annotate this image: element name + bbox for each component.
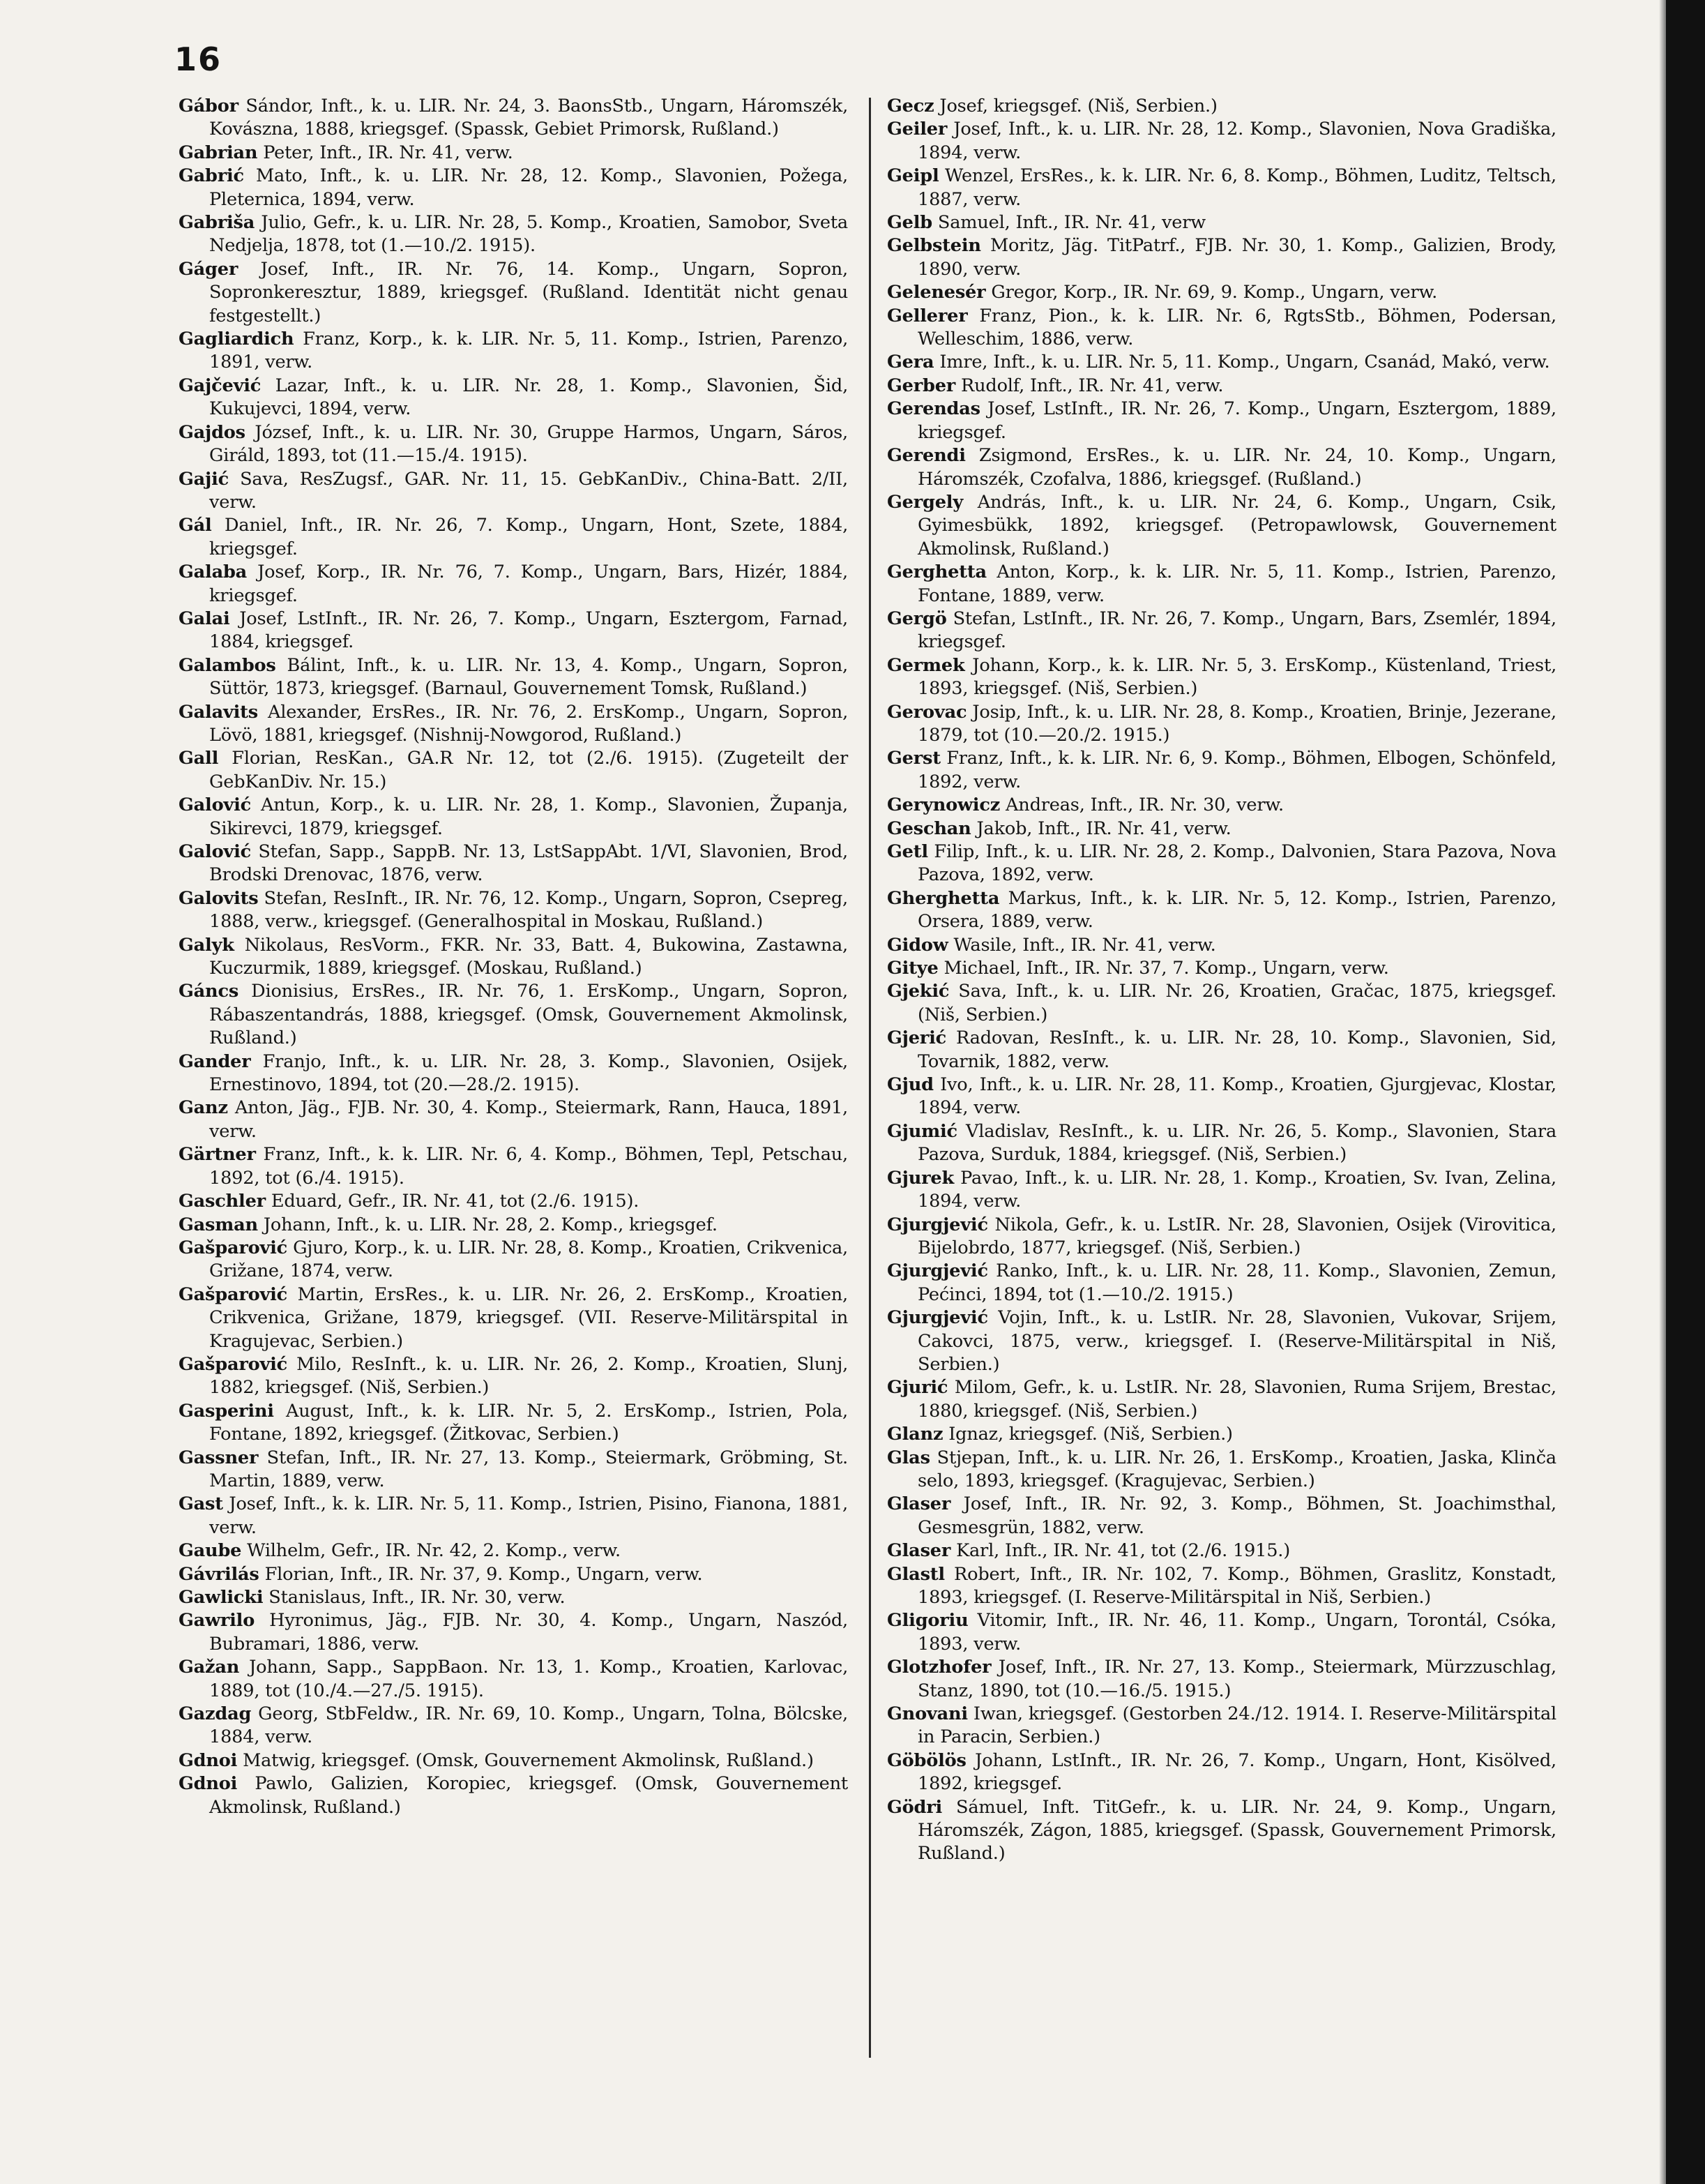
- register-entry: [179, 1353, 848, 1400]
- entry-details: Nikola, Gefr., k. u. LstIR. Nr. 28, Slavonien, Osijek (Virovitica, Bijelobrdo, 1877, kriegsgef. (Niš, Serbien.): [918, 1214, 1556, 1258]
- entry-details: Sámuel, Inft. TitGefr., k. u. LIR. Nr. 24, 9. Komp., Ungarn, Háromszék, Zágon, 1885, kriegsgef. (Spassk, Gouvernement Primorsk, Rußland.): [918, 1796, 1556, 1865]
- register-entry: [887, 1749, 1556, 1796]
- register-entry: [179, 1400, 848, 1447]
- register-entry: [887, 375, 1556, 398]
- register-entry: [179, 980, 848, 1050]
- entry-surname: Gáger: [179, 258, 238, 280]
- register-entry: [179, 1493, 848, 1539]
- register-entry: [887, 1214, 1556, 1260]
- register-entry: [887, 561, 1556, 608]
- entry-surname: Gast: [179, 1493, 223, 1515]
- entry-surname: Glaser: [887, 1540, 951, 1562]
- register-entry: [887, 1260, 1556, 1306]
- register-entry: [179, 794, 848, 841]
- entry-surname: Geiler: [887, 119, 948, 140]
- entry-details: Mato, Inft., k. u. LIR. Nr. 28, 12. Komp., Slavonien, Požega, Pleternica, 1894, verw.: [209, 165, 848, 210]
- entry-surname: Gerghetta: [887, 562, 987, 583]
- register-entry: [887, 234, 1556, 281]
- entry-details: Zsigmond, ErsRes., k. u. LIR. Nr. 24, 10. Komp., Ungarn, Háromszék, Czofalva, 1886, kriegsgef. (Rußland.): [918, 445, 1556, 490]
- entry-details: Samuel, Inft., IR. Nr. 41, verw: [932, 212, 1206, 234]
- register-entry: [887, 1074, 1556, 1120]
- column-divider: [869, 98, 871, 2058]
- entry-surname: Gjud: [887, 1074, 934, 1096]
- register-entry: [887, 980, 1556, 1027]
- entry-details: Stefan, Sapp., SappB. Nr. 13, LstSappAbt. 1/VI, Slavonien, Brod, Brodski Drenovac, 1876, verw.: [209, 841, 848, 886]
- entry-surname: Gelbstein: [887, 235, 981, 257]
- entry-details: Filip, Inft., k. u. LIR. Nr. 28, 2. Komp., Dalvonien, Stara Pazova, Nova Pazova, 1892, verw.: [918, 841, 1556, 886]
- register-entry: [887, 934, 1556, 957]
- register-entry: [887, 118, 1556, 165]
- register-entry: [887, 491, 1556, 561]
- entry-details: Radovan, ResInft., k. u. LIR. Nr. 28, 10. Komp., Slavonien, Sid, Tovarnik, 1882, verw.: [918, 1027, 1556, 1072]
- entry-surname: Galovits: [179, 887, 259, 909]
- entry-details: Milo, ResInft., k. u. LIR. Nr. 26, 2. Komp., Kroatien, Slunj, 1882, kriegsgef. (Niš, Serbien.): [209, 1353, 848, 1399]
- register-entry: [179, 1447, 848, 1493]
- entry-details: Anton, Jäg., FJB. Nr. 30, 4. Komp., Steiermark, Rann, Hauca, 1891, verw.: [209, 1097, 848, 1142]
- register-entry: [179, 328, 848, 375]
- entry-details: Antun, Korp., k. u. LIR. Nr. 28, 1. Komp., Slavonien, Županja, Sikirevci, 1879, kriegsgef.: [209, 794, 848, 839]
- entry-details: Franz, Pion., k. k. LIR. Nr. 6, RgtsStb., Böhmen, Podersan, Welleschim, 1886, verw.: [918, 305, 1556, 350]
- entry-details: Vladislav, ResInft., k. u. LIR. Nr. 26, 5. Komp., Slavonien, Stara Pazova, Surduk, 1884, kriegsgef. (Niš, Serbien.): [918, 1120, 1556, 1166]
- entry-details: Bálint, Inft., k. u. LIR. Nr. 13, 4. Komp., Ungarn, Sopron, Süttör, 1873, kriegsgef. (Barnaul, Gouvernement Tomsk, Rußland.): [209, 654, 848, 700]
- register-entry: [179, 375, 848, 421]
- entry-details: Johann, Sapp., SappBaon. Nr. 13, 1. Komp., Kroatien, Karlovac, 1889, tot (10./4.—27./5. 1915).: [209, 1657, 848, 1701]
- entry-details: Daniel, Inft., IR. Nr. 26, 7. Komp., Ungarn, Hont, Szete, 1884, kriegsgef.: [209, 515, 848, 559]
- entry-details: Rudolf, Inft., IR. Nr. 41, verw.: [955, 375, 1224, 396]
- register-entry: [179, 1586, 848, 1609]
- register-entry: [179, 1190, 848, 1213]
- register-entry: [179, 421, 848, 468]
- entry-surname: Göbölös: [887, 1749, 967, 1771]
- entry-surname: Gawlicki: [179, 1587, 264, 1608]
- entry-surname: Gellerer: [887, 305, 968, 326]
- entry-details: Ivo, Inft., k. u. LIR. Nr. 28, 11. Komp., Kroatien, Gjurgjevac, Klostar, 1894, verw.: [918, 1074, 1556, 1119]
- entry-details: Andreas, Inft., IR. Nr. 30, verw.: [1000, 794, 1284, 816]
- right-column: [887, 95, 1556, 1866]
- register-entry: [179, 514, 848, 561]
- entry-details: Johann, LstInft., IR. Nr. 26, 7. Komp., Ungarn, Hont, Kisölved, 1892, kriegsgef.: [918, 1749, 1556, 1795]
- entry-surname: Gerynowicz: [887, 794, 1001, 816]
- entry-surname: Gergö: [887, 608, 947, 629]
- entry-surname: Gasperini: [179, 1400, 274, 1422]
- entry-surname: Gabrić: [179, 165, 244, 187]
- entry-details: Wilhelm, Gefr., IR. Nr. 42, 2. Komp., verw.: [241, 1540, 621, 1562]
- entry-surname: Gera: [887, 352, 934, 373]
- register-entry: [179, 258, 848, 328]
- entry-surname: Gašparović: [179, 1353, 288, 1375]
- entry-surname: Gassner: [179, 1447, 259, 1468]
- entry-details: Pawlo, Galizien, Koropiec, kriegsgef. (Omsk, Gouvernement Akmolinsk, Rußland.): [209, 1773, 848, 1818]
- register-entry: [179, 701, 848, 748]
- entry-surname: Gabriša: [179, 212, 255, 234]
- entry-details: Josef, Inft., k. k. LIR. Nr. 5, 11. Komp., Istrien, Pisino, Fianona, 1881, verw.: [209, 1493, 848, 1538]
- entry-details: Ranko, Inft., k. u. LIR. Nr. 28, 11. Komp., Slavonien, Zemun, Pećinci, 1894, tot (1.—10./2. 1915.): [918, 1260, 1556, 1305]
- entry-surname: Gerendas: [887, 398, 980, 420]
- register-entry: [887, 444, 1556, 491]
- entry-surname: Gherghetta: [887, 887, 1000, 909]
- entry-surname: Gjerić: [887, 1027, 946, 1049]
- entry-surname: Germek: [887, 654, 965, 676]
- entry-details: Hyronimus, Jäg., FJB. Nr. 30, 4. Komp., Ungarn, Naszód, Bubramari, 1886, verw.: [209, 1610, 848, 1655]
- entry-details: Alexander, ErsRes., IR. Nr. 76, 2. ErsKomp., Ungarn, Sopron, Lövö, 1881, kriegsgef. (Nishnij-Nowgorod, Rußland.): [209, 701, 848, 746]
- entry-surname: Gašparović: [179, 1237, 288, 1258]
- entry-details: Josef, LstInft., IR. Nr. 26, 7. Komp., Ungarn, Esztergom, 1889, kriegsgef.: [918, 398, 1556, 443]
- register-entry: [887, 1609, 1556, 1656]
- register-entry: [887, 165, 1556, 211]
- entry-surname: Gažan: [179, 1657, 240, 1678]
- entry-details: August, Inft., k. k. LIR. Nr. 5, 2. ErsKomp., Istrien, Pola, Fontane, 1892, kriegsgef. (Žitkovac, Serbien.): [209, 1400, 848, 1445]
- entry-surname: Galaba: [179, 562, 248, 583]
- register-entry: [887, 654, 1556, 701]
- entry-details: Franz, Inft., k. k. LIR. Nr. 6, 9. Komp., Böhmen, Elbogen, Schönfeld, 1892, verw.: [918, 748, 1556, 792]
- entry-surname: Glastl: [887, 1563, 945, 1585]
- entry-surname: Gerendi: [887, 445, 966, 467]
- entry-surname: Gjurgjević: [887, 1260, 988, 1282]
- entry-surname: Gergely: [887, 491, 963, 513]
- entry-surname: Gáncs: [179, 981, 239, 1002]
- entry-details: Sava, Inft., k. u. LIR. Nr. 26, Kroatien, Gračac, 1875, kriegsgef. (Niš, Serbien.): [918, 981, 1556, 1025]
- entry-details: Stefan, LstInft., IR. Nr. 26, 7. Komp., Ungarn, Bars, Zsemlér, 1894, kriegsgef.: [918, 608, 1556, 653]
- entry-surname: Geipl: [887, 165, 939, 187]
- entry-details: Dionisius, ErsRes., IR. Nr. 76, 1. ErsKomp., Ungarn, Sopron, Rábaszentandrás, 1888, kriegsgef. (Omsk, Gouvernement Akmolinsk, Rußland.): [209, 981, 848, 1049]
- register-entry: [179, 608, 848, 654]
- entry-surname: Gjurgjević: [887, 1214, 988, 1235]
- register-entry: [887, 1703, 1556, 1749]
- entry-details: Matwig, kriegsgef. (Omsk, Gouvernement Akmolinsk, Rußland.): [237, 1749, 814, 1771]
- entry-details: Josef, kriegsgef. (Niš, Serbien.): [934, 96, 1218, 116]
- entry-details: Stjepan, Inft., k. u. LIR. Nr. 26, 1. ErsKomp., Kroatien, Jaska, Klinča selo, 1893, kriegsgef. (Kragujevac, Serbien.): [918, 1447, 1556, 1491]
- left-column: [179, 95, 848, 1819]
- register-entry: [179, 654, 848, 701]
- entry-details: Vojin, Inft., k. u. LstIR. Nr. 28, Slavonien, Vukovar, Srijem, Cakovci, 1875, verw., kriegsgef. I. (Reserve-Militärspital in Niš, Serbien.): [918, 1307, 1556, 1375]
- entry-details: Wasile, Inft., IR. Nr. 41, verw.: [948, 934, 1216, 956]
- entry-surname: Gerst: [887, 748, 941, 769]
- entry-details: Johann, Inft., k. u. LIR. Nr. 28, 2. Komp., kriegsgef.: [257, 1214, 718, 1235]
- entry-surname: Gjurgjević: [887, 1307, 988, 1329]
- register-entry: [179, 142, 848, 165]
- register-entry: [887, 1027, 1556, 1074]
- entry-surname: Galović: [179, 794, 252, 816]
- register-entry: [179, 95, 848, 142]
- register-entry: [179, 1237, 848, 1283]
- entry-details: Gregor, Korp., IR. Nr. 69, 9. Komp., Ungarn, verw.: [985, 282, 1438, 303]
- entry-surname: Glas: [887, 1447, 930, 1468]
- entry-surname: Gjumić: [887, 1120, 957, 1142]
- entry-details: József, Inft., k. u. LIR. Nr. 30, Gruppe Harmos, Ungarn, Sáros, Giráld, 1893, tot (11.—15./4. 1915).: [209, 421, 848, 467]
- register-entry: [179, 1097, 848, 1143]
- register-entry: [179, 561, 848, 608]
- entry-details: Wenzel, ErsRes., k. k. LIR. Nr. 6, 8. Komp., Böhmen, Luditz, Teltsch, 1887, verw.: [918, 165, 1556, 210]
- register-entry: [887, 1120, 1556, 1167]
- entry-surname: Gawrilo: [179, 1610, 255, 1632]
- register-entry: [179, 934, 848, 981]
- entry-surname: Gjurek: [887, 1167, 955, 1189]
- entry-details: Josef, Inft., k. u. LIR. Nr. 28, 12. Komp., Slavonien, Nova Gradiška, 1894, verw.: [918, 119, 1556, 163]
- entry-details: Markus, Inft., k. k. LIR. Nr. 5, 12. Komp., Istrien, Parenzo, Orsera, 1889, verw.: [918, 887, 1556, 933]
- register-entry: [179, 1143, 848, 1190]
- page-edge: [1666, 0, 1705, 2184]
- entry-details: Julio, Gefr., k. u. LIR. Nr. 28, 5. Komp., Kroatien, Samobor, Sveta Nedjelja, 1878, tot (1.—10./2. 1915).: [209, 212, 848, 257]
- entry-surname: Galambos: [179, 654, 276, 676]
- entry-details: Johann, Korp., k. k. LIR. Nr. 5, 3. ErsKomp., Küstenland, Triest, 1893, kriegsgef. (Niš, Serbien.): [918, 654, 1556, 700]
- register-entry: [887, 957, 1556, 980]
- entry-details: Ignaz, kriegsgef. (Niš, Serbien.): [943, 1424, 1233, 1445]
- register-entry: [887, 818, 1556, 841]
- page-number: 16: [174, 40, 222, 78]
- register-entry: [887, 305, 1556, 352]
- entry-surname: Gajčević: [179, 375, 262, 396]
- entry-surname: Gdnoi: [179, 1773, 238, 1795]
- entry-surname: Galović: [179, 841, 252, 862]
- entry-surname: Getl: [887, 841, 928, 862]
- register-entry: [887, 1796, 1556, 1866]
- entry-details: Stefan, ResInft., IR. Nr. 76, 12. Komp., Ungarn, Sopron, Csepreg, 1888, verw., kriegsgef. (Generalhospital in Moskau, Rußland.): [209, 887, 848, 933]
- entry-surname: Glotzhofer: [887, 1657, 992, 1678]
- entry-details: Josef, Inft., IR. Nr. 76, 14. Komp., Ungarn, Sopron, Sopronkeresztur, 1889, kriegsgef. (Rußland. Identität nicht genau festgestellt.): [209, 258, 848, 326]
- entry-details: Franjo, Inft., k. u. LIR. Nr. 28, 3. Komp., Slavonien, Osijek, Ernestinovo, 1894, tot (20.—28./2. 1915).: [209, 1050, 848, 1096]
- entry-surname: Gaube: [179, 1540, 242, 1562]
- register-entry: [179, 747, 848, 794]
- entry-details: Georg, StbFeldw., IR. Nr. 69, 10. Komp., Ungarn, Tolna, Bölcske, 1884, verw.: [209, 1703, 848, 1748]
- entry-details: Josef, Korp., IR. Nr. 76, 7. Komp., Ungarn, Bars, Hizér, 1884, kriegsgef.: [209, 562, 848, 606]
- entry-surname: Galyk: [179, 934, 234, 956]
- entry-details: Josef, LstInft., IR. Nr. 26, 7. Komp., Ungarn, Esztergom, Farnad, 1884, kriegsgef.: [209, 608, 848, 653]
- register-entry: [179, 1749, 848, 1772]
- register-entry: [179, 1214, 848, 1237]
- entry-surname: Gjekić: [887, 981, 950, 1002]
- entry-surname: Galavits: [179, 701, 258, 723]
- entry-details: András, Inft., k. u. LIR. Nr. 24, 6. Komp., Ungarn, Csik, Gyimesbükk, 1892, kriegsgef. (Petropawlowsk, Gouvernement Akmolinsk, Rußland.): [918, 491, 1556, 559]
- entry-details: Sándor, Inft., k. u. LIR. Nr. 24, 3. BaonsStb., Ungarn, Háromszék, Kovászna, 1888, kriegsgef. (Spassk, Gebiet Primorsk, Rußland.): [209, 96, 848, 140]
- entry-details: Peter, Inft., IR. Nr. 41, verw.: [257, 142, 513, 163]
- entry-surname: Gödri: [887, 1796, 943, 1818]
- entry-surname: Gajdos: [179, 421, 245, 443]
- register-entry: [179, 165, 848, 211]
- entry-details: Franz, Korp., k. k. LIR. Nr. 5, 11. Komp., Istrien, Parenzo, 1891, verw.: [209, 329, 848, 373]
- entry-surname: Gasman: [179, 1214, 258, 1235]
- register-entry: [179, 468, 848, 515]
- entry-surname: Gidow: [887, 934, 948, 956]
- entry-surname: Glanz: [887, 1424, 944, 1445]
- entry-surname: Gnovani: [887, 1703, 968, 1725]
- entry-details: Milom, Gefr., k. u. LstIR. Nr. 28, Slavonien, Ruma Srijem, Brestac, 1880, kriegsgef. (Niš, Serbien.): [918, 1377, 1556, 1422]
- register-entry: [179, 887, 848, 934]
- register-entry: [887, 1447, 1556, 1493]
- register-entry: [179, 1703, 848, 1749]
- entry-surname: Glaser: [887, 1493, 951, 1515]
- entry-details: Michael, Inft., IR. Nr. 37, 7. Komp., Ungarn, verw.: [938, 958, 1389, 979]
- entry-surname: Gall: [179, 748, 219, 769]
- entry-surname: Gávrilás: [179, 1563, 259, 1585]
- entry-surname: Gjurić: [887, 1377, 948, 1399]
- entry-details: Josef, Inft., IR. Nr. 27, 13. Komp., Steiermark, Mürzzuschlag, Stanz, 1890, tot (10.—16./5. 1915.): [918, 1657, 1556, 1701]
- entry-surname: Geschan: [887, 818, 971, 839]
- register-entry: [887, 608, 1556, 654]
- register-entry: [887, 1493, 1556, 1539]
- register-entry: [887, 794, 1556, 817]
- entry-details: Anton, Korp., k. k. LIR. Nr. 5, 11. Komp., Istrien, Parenzo, Fontane, 1889, verw.: [918, 562, 1556, 606]
- entry-details: Karl, Inft., IR. Nr. 41, tot (2./6. 1915.): [950, 1540, 1291, 1562]
- entry-details: Franz, Inft., k. k. LIR. Nr. 6, 4. Komp., Böhmen, Tepl, Petschau, 1892, tot (6./4. 1915).: [209, 1144, 848, 1189]
- entry-details: Sava, ResZugsf., GAR. Nr. 11, 15. GebKanDiv., China-Batt. 2/II, verw.: [209, 468, 848, 513]
- register-entry: [887, 1563, 1556, 1610]
- register-entry: [179, 1609, 848, 1656]
- register-entry: [179, 1772, 848, 1819]
- entry-details: Josip, Inft., k. u. LIR. Nr. 28, 8. Komp., Kroatien, Brinje, Jezerane, 1879, tot (10.—20./2. 1915.): [918, 701, 1556, 746]
- register-entry: [179, 1050, 848, 1097]
- entry-surname: Gajić: [179, 468, 229, 490]
- entry-surname: Gašparović: [179, 1283, 288, 1305]
- entry-details: Robert, Inft., IR. Nr. 102, 7. Komp., Böhmen, Graslitz, Konstadt, 1893, kriegsgef. (I. Reserve-Militärspital in Niš, Serbien.): [918, 1563, 1556, 1608]
- entry-surname: Gerber: [887, 375, 956, 396]
- entry-details: Josef, Inft., IR. Nr. 92, 3. Komp., Böhmen, St. Joachimsthal, Gesmesgrün, 1882, verw.: [918, 1493, 1556, 1538]
- entry-details: Stanislaus, Inft., IR. Nr. 30, verw.: [263, 1587, 566, 1608]
- register-entry: [887, 701, 1556, 748]
- register-entry: [179, 1656, 848, 1703]
- entry-details: Gjuro, Korp., k. u. LIR. Nr. 28, 8. Komp., Kroatien, Crikvenica, Grižane, 1874, verw.: [209, 1237, 848, 1282]
- entry-surname: Gärtner: [179, 1144, 256, 1166]
- entry-details: Lazar, Inft., k. u. LIR. Nr. 28, 1. Komp., Slavonien, Šid, Kukujevci, 1894, verw.: [209, 375, 848, 420]
- entry-surname: Galai: [179, 608, 230, 629]
- entry-details: Florian, Inft., IR. Nr. 37, 9. Komp., Ungarn, verw.: [259, 1563, 703, 1585]
- register-entry: [887, 841, 1556, 887]
- entry-surname: Gecz: [887, 96, 934, 116]
- register-entry: [179, 1283, 848, 1353]
- register-entry: [179, 841, 848, 887]
- entry-surname: Gabrian: [179, 142, 258, 163]
- entry-surname: Gábor: [179, 96, 238, 116]
- entry-details: Imre, Inft., k. u. LIR. Nr. 5, 11. Komp., Ungarn, Csanád, Makó, verw.: [934, 352, 1550, 373]
- entry-details: Stefan, Inft., IR. Nr. 27, 13. Komp., Steiermark, Gröbming, St. Martin, 1889, verw.: [209, 1447, 848, 1491]
- entry-surname: Gelb: [887, 212, 932, 234]
- register-entry: [887, 887, 1556, 934]
- entry-surname: Gelenesér: [887, 282, 986, 303]
- entry-details: Pavao, Inft., k. u. LIR. Nr. 28, 1. Komp., Kroatien, Sv. Ivan, Zelina, 1894, verw.: [918, 1167, 1556, 1212]
- register-entry: [887, 1306, 1556, 1376]
- entry-details: Martin, ErsRes., k. u. LIR. Nr. 26, 2. ErsKomp., Kroatien, Crikvenica, Grižane, 1879, kriegsgef. (VII. Reserve-Militärspital in Kragujevac, Serbien.): [209, 1283, 848, 1352]
- entry-details: Florian, ResKan., GA.R Nr. 12, tot (2./6. 1915). (Zugeteilt der GebKanDiv. Nr. 15.): [209, 748, 848, 792]
- entry-surname: Gál: [179, 515, 212, 536]
- register-entry: [179, 1563, 848, 1586]
- register-entry: [179, 211, 848, 258]
- register-entry: [179, 1539, 848, 1562]
- entry-surname: Gagliardich: [179, 329, 294, 350]
- entry-details: Jakob, Inft., IR. Nr. 41, verw.: [971, 818, 1232, 839]
- entry-surname: Gitye: [887, 958, 939, 979]
- entry-details: Eduard, Gefr., IR. Nr. 41, tot (2./6. 1915).: [265, 1191, 639, 1212]
- register-entry: [887, 95, 1556, 118]
- register-entry: [887, 1423, 1556, 1446]
- register-entry: [887, 351, 1556, 374]
- entry-details: Nikolaus, ResVorm., FKR. Nr. 33, Batt. 4, Bukowina, Zastawna, Kuczurmik, 1889, kriegsgef. (Moskau, Rußland.): [209, 934, 848, 979]
- entry-surname: Gerovac: [887, 701, 967, 723]
- register-entry: [887, 281, 1556, 304]
- entry-surname: Ganz: [179, 1097, 228, 1119]
- entry-surname: Gander: [179, 1050, 251, 1072]
- entry-surname: Gdnoi: [179, 1749, 238, 1771]
- register-entry: [887, 398, 1556, 444]
- register-entry: [887, 211, 1556, 234]
- register-entry: [887, 1167, 1556, 1214]
- entry-details: Vitomir, Inft., IR. Nr. 46, 11. Komp., Ungarn, Torontál, Csóka, 1893, verw.: [918, 1610, 1556, 1655]
- entry-surname: Gazdag: [179, 1703, 252, 1725]
- register-entry: [887, 1539, 1556, 1562]
- register-entry: [887, 1376, 1556, 1423]
- entry-surname: Gligoriu: [887, 1610, 969, 1632]
- entry-surname: Gaschler: [179, 1191, 266, 1212]
- register-entry: [887, 747, 1556, 794]
- entry-details: Iwan, kriegsgef. (Gestorben 24./12. 1914. I. Reserve-Militärspital in Paracin, Serbien.): [918, 1703, 1556, 1748]
- page-edge-shadow: [1659, 0, 1666, 2184]
- entry-details: Moritz, Jäg. TitPatrf., FJB. Nr. 30, 1. Komp., Galizien, Brody, 1890, verw.: [918, 235, 1556, 280]
- register-entry: [887, 1656, 1556, 1703]
